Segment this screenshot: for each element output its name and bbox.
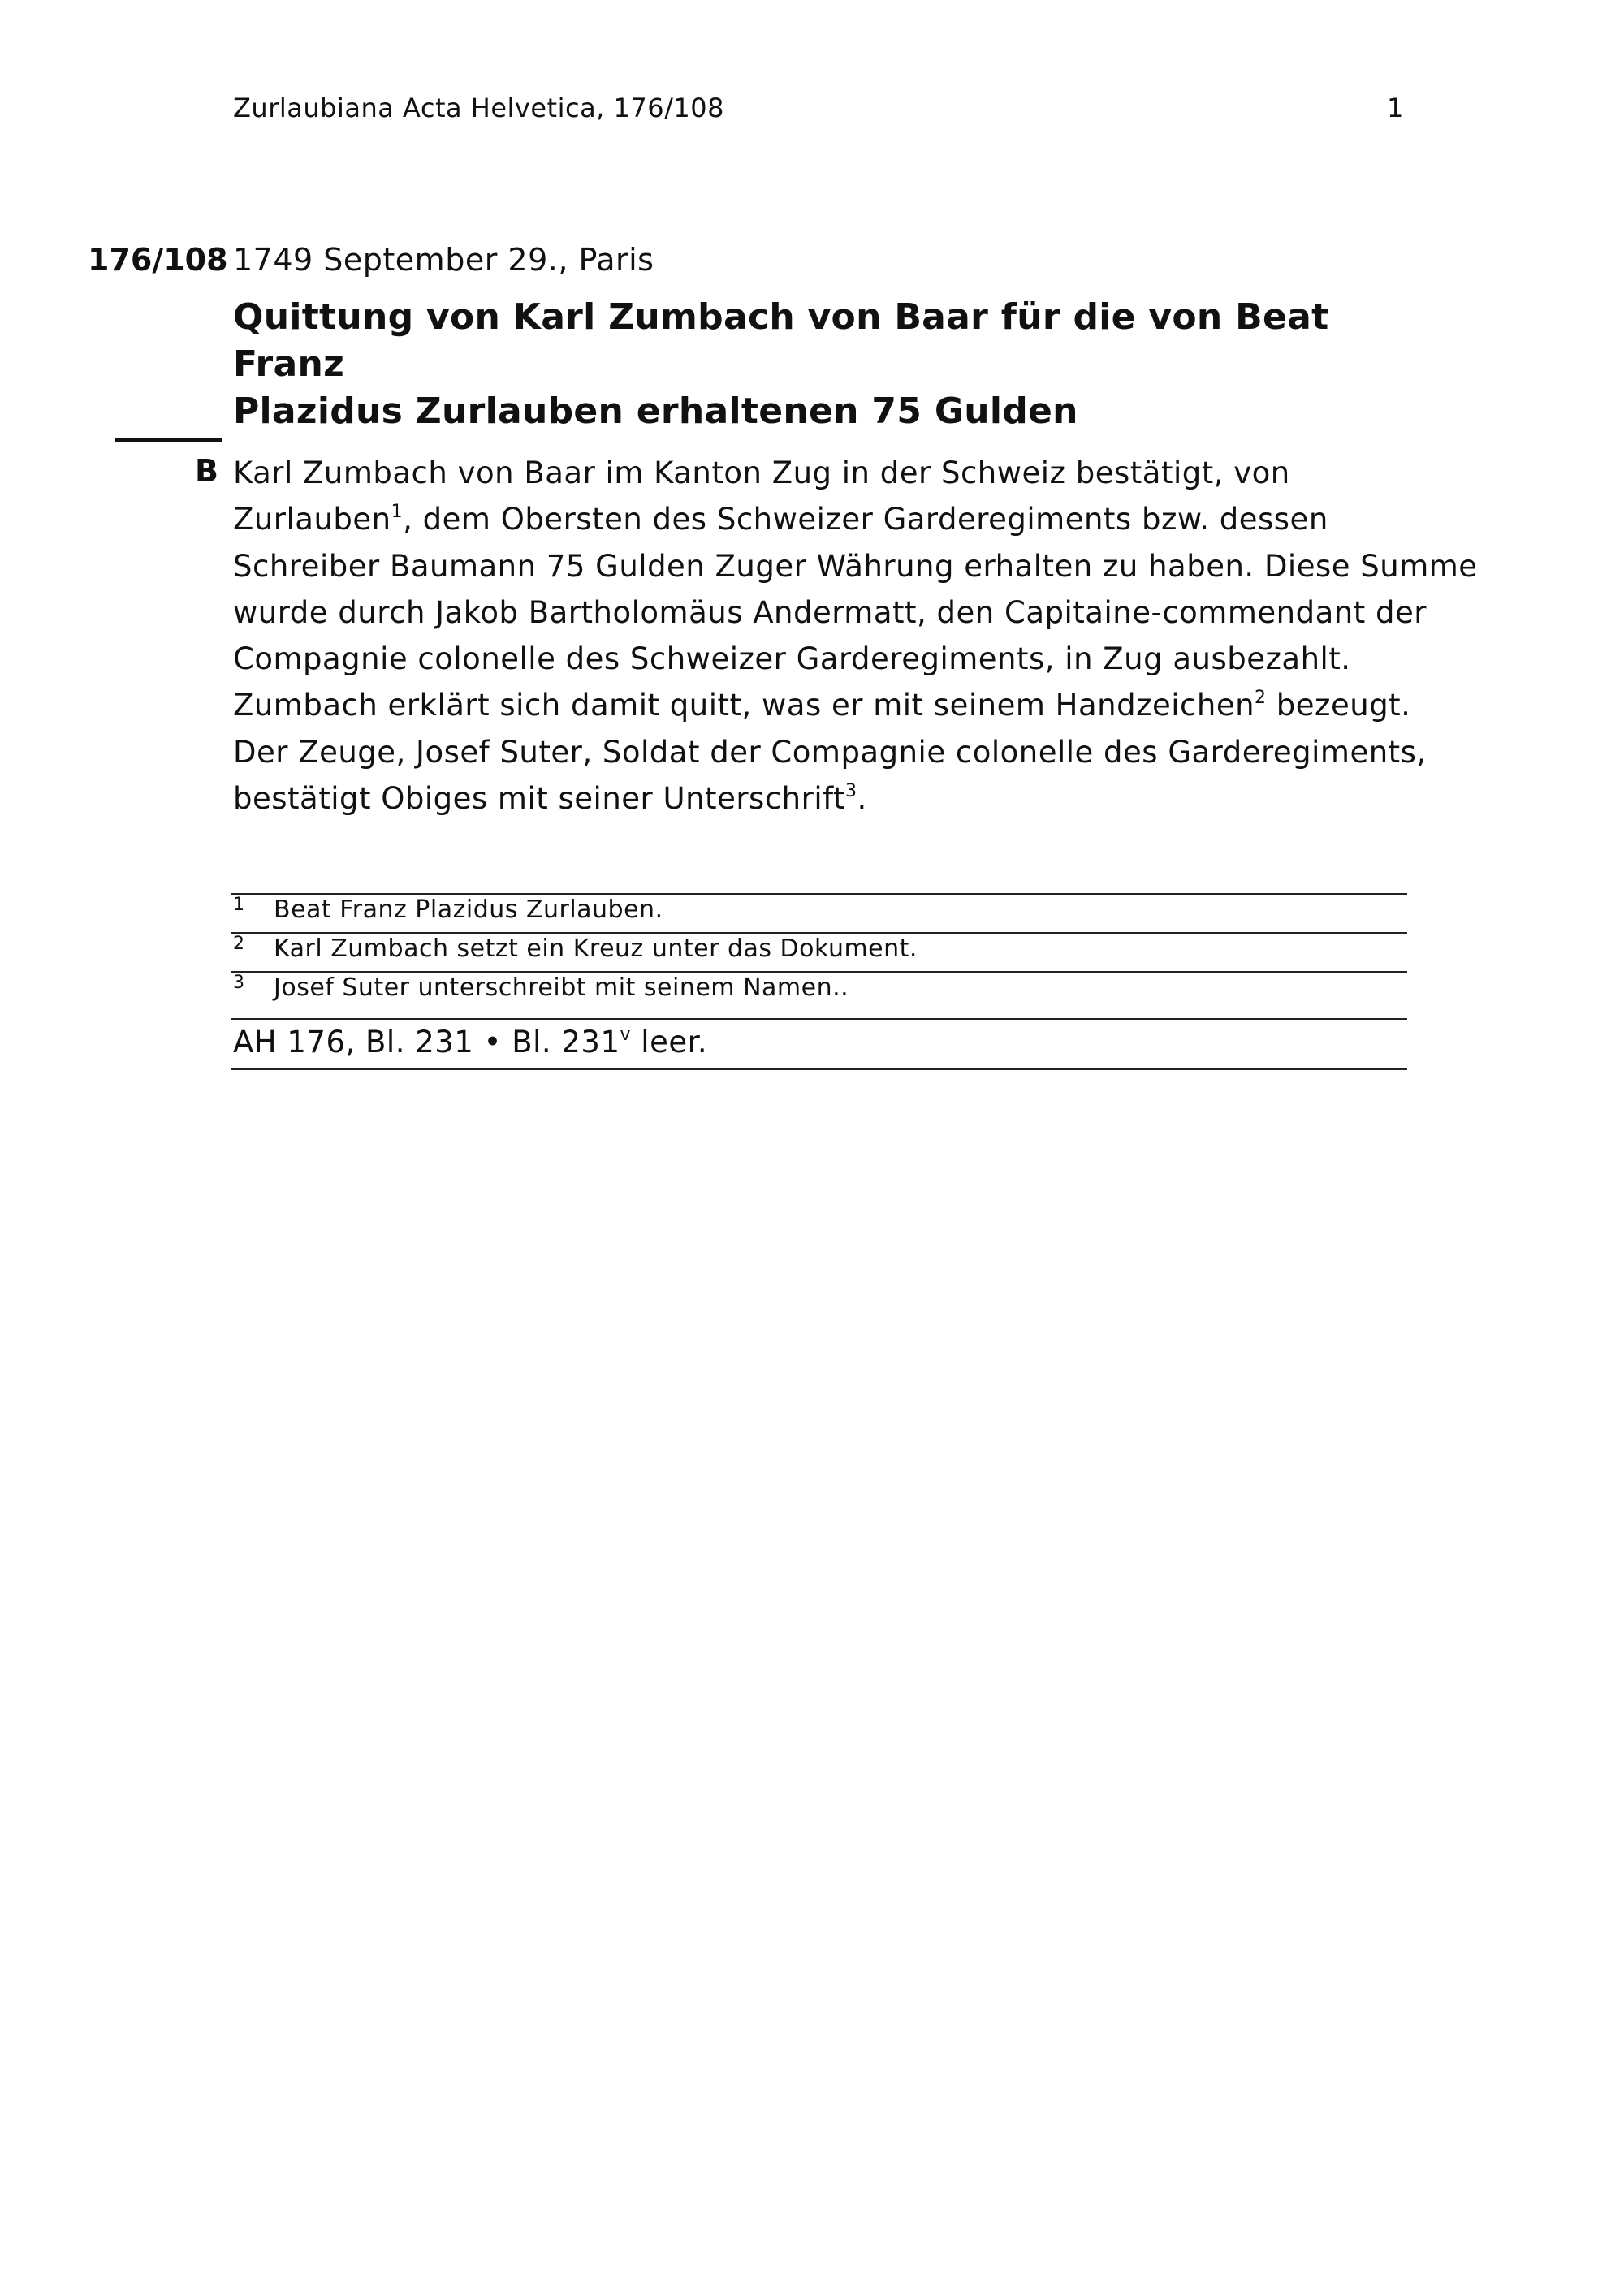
margin-rule	[115, 438, 222, 442]
title-line-2: Plazidus Zurlauben erhaltenen 75 Gulden	[233, 391, 1078, 432]
summary-line: Der Zeuge, Josef Suter, Soldat der Compagnie colonelle des Garderegiments,	[233, 734, 1427, 770]
summary-line: Zurlauben$^1$, dem Obersten des Schweizer Garderegiments bzw. dessen	[233, 502, 1328, 537]
footnote-rule	[231, 932, 1407, 934]
running-header-title: Zurlaubiana Acta Helvetica, 176/108	[233, 93, 724, 123]
document-summary	[233, 450, 1478, 822]
summary-line: Zumbach erklärt sich damit quitt, was er mit seinem Handzeichen$^2$ bezeugt.	[233, 688, 1411, 723]
footnote-ref[interactable]: 2	[1255, 688, 1267, 709]
footnote-rule	[231, 893, 1407, 895]
footnote-text: Josef Suter unterschreibt mit seinem Namen..	[274, 973, 849, 1002]
summary-line: Schreiber Baumann 75 Gulden Zuger Währung erhalten zu haben. Diese Summe	[233, 548, 1478, 584]
source-rule-top	[231, 1018, 1407, 1020]
summary-line: Compagnie colonelle des Schweizer Garderegiments, in Zug ausbezahlt.	[233, 641, 1351, 677]
document-title	[233, 294, 1370, 435]
footnote-number: 3	[233, 973, 244, 993]
source-rule-bottom	[231, 1068, 1407, 1070]
summary-line: bestätigt Obiges mit seiner Unterschrift$^3$.	[233, 781, 867, 817]
document-number: 176/108	[88, 242, 228, 278]
footnote-ref[interactable]: 3	[844, 781, 857, 802]
title-line-1: Quittung von Karl Zumbach von Baar für die von Beat Franz	[233, 296, 1329, 385]
page-number: 1	[1387, 93, 1404, 123]
footnote-text: Beat Franz Plazidus Zurlauben.	[274, 896, 663, 924]
summary-line: Karl Zumbach von Baar im Kanton Zug in der Schweiz bestätigt, von	[233, 455, 1290, 490]
summary-line: wurde durch Jakob Bartholomäus Andermatt, den Capitaine-commendant der	[233, 594, 1427, 630]
document-date-place: 1749 September 29., Paris	[233, 242, 654, 278]
footnote-text: Karl Zumbach setzt ein Kreuz unter das Dokument.	[274, 934, 918, 963]
footnote-rule	[231, 971, 1407, 973]
footnote-number: 2	[233, 934, 244, 954]
margin-letter: B	[195, 453, 218, 489]
footnote-ref[interactable]: 1	[391, 502, 404, 523]
source-reference: AH 176, Bl. 231 • Bl. 231$^v$ leer.	[233, 1025, 708, 1060]
footnote-number: 1	[233, 895, 244, 915]
